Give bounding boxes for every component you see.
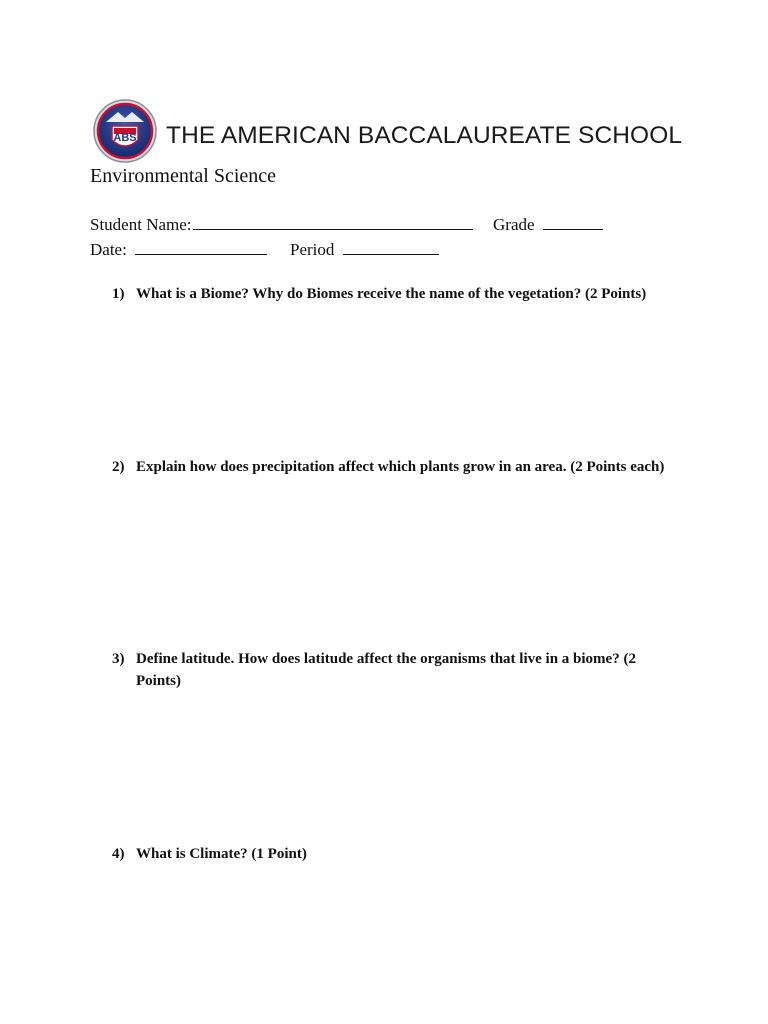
question-number: 3) [112, 651, 125, 667]
student-name-field [90, 213, 473, 235]
question-number: 4) [112, 846, 125, 862]
date-label: Date: [90, 240, 127, 259]
question-3 [112, 648, 682, 692]
question-1 [112, 283, 682, 305]
date-field [90, 238, 267, 260]
grade-line[interactable] [543, 213, 603, 230]
period-field [290, 238, 439, 260]
period-label: Period [290, 240, 335, 259]
student-name-line[interactable] [193, 213, 473, 230]
question-number: 1) [112, 286, 125, 302]
question-text: What is a Biome? Why do Biomes receive the name of the vegetation? (2 Points) [136, 286, 647, 302]
student-name-label: Student Name: [90, 215, 192, 234]
question-number: 2) [112, 459, 125, 475]
question-4 [112, 843, 682, 865]
school-logo-icon [92, 96, 158, 166]
period-line[interactable] [343, 238, 439, 255]
question-text: Explain how does precipitation affect which plants grow in an area. (2 Points each) [136, 459, 665, 475]
subject-title: Environmental Science [90, 165, 277, 187]
school-name: THE AMERICAN BACCALAUREATE SCHOOL [166, 122, 683, 149]
question-text: Define latitude. How does latitude affect the organisms that live in a biome? (2 Points) [136, 651, 636, 689]
grade-label: Grade [493, 215, 535, 234]
school-header [92, 96, 683, 166]
question-2 [112, 456, 682, 478]
grade-field [493, 213, 603, 235]
logo-text: ABS [113, 132, 137, 144]
date-line[interactable] [135, 238, 267, 255]
question-text: What is Climate? (1 Point) [136, 846, 307, 862]
